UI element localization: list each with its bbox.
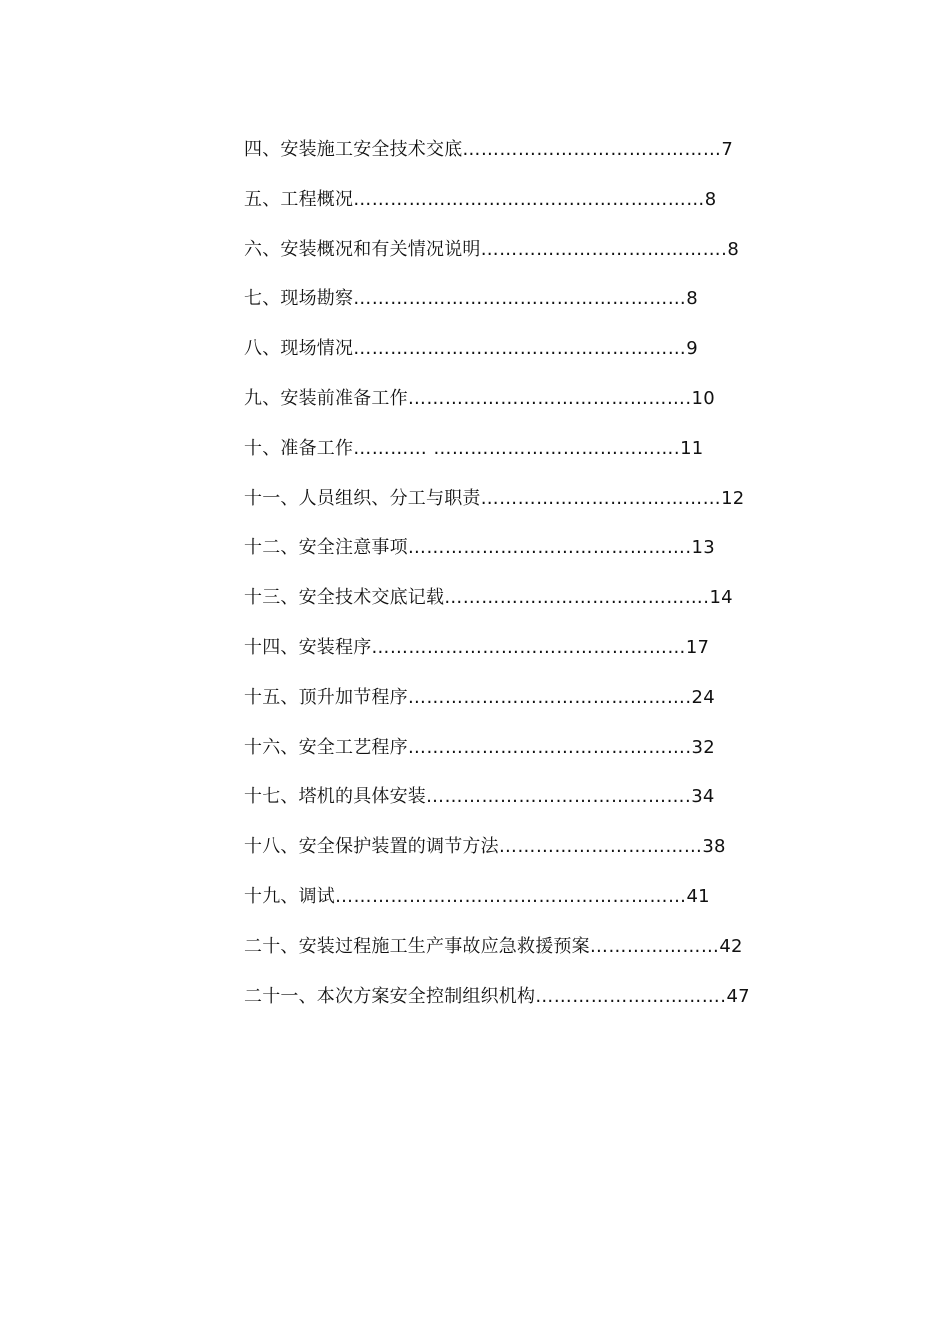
toc-entry-page: 12 bbox=[721, 487, 745, 509]
toc-entry-leader: ……………………………………………… bbox=[353, 338, 687, 360]
toc-entry-page: 9 bbox=[686, 338, 698, 360]
toc-entry-page: 11 bbox=[680, 437, 704, 459]
toc-entry-leader: ………………………………………. bbox=[407, 387, 692, 409]
toc-entry-title: 二十、安装过程施工生产事故应急救援预案 bbox=[244, 935, 590, 957]
toc-entry-leader: ………………… bbox=[589, 935, 720, 957]
toc-entry-page: 7 bbox=[721, 139, 734, 160]
toc-entry-page: 8 bbox=[704, 188, 717, 210]
toc-entry-title: 十四、安装程序 bbox=[244, 636, 372, 658]
toc-entry-page: 10 bbox=[691, 387, 715, 409]
toc-entry-title: 十一、人员组织、分工与职责 bbox=[244, 487, 481, 509]
toc-entry bbox=[244, 336, 764, 386]
toc-entry bbox=[244, 237, 764, 287]
toc-entry bbox=[244, 286, 764, 336]
toc-entry bbox=[244, 635, 764, 685]
toc-entry-leader: ………… …………………………………. bbox=[353, 437, 681, 459]
toc-entry-title: 八、现场情况 bbox=[244, 338, 354, 360]
toc-entry-title: 五、工程概况 bbox=[244, 188, 354, 210]
toc-entry-page: 47 bbox=[726, 985, 750, 1007]
toc-entry bbox=[244, 137, 764, 187]
toc-entry-page: 41 bbox=[686, 885, 710, 907]
toc-entry-leader: …………………………………. bbox=[480, 238, 728, 260]
toc-entry-leader: ……………………………………………… bbox=[353, 288, 687, 310]
toc-entry-page: 13 bbox=[691, 537, 715, 559]
toc-entry-title: 十七、塔机的具体安装 bbox=[244, 786, 426, 808]
toc-entry bbox=[244, 735, 764, 785]
toc-entry bbox=[244, 386, 764, 436]
toc-entry-leader: …………………………. bbox=[535, 985, 727, 1007]
toc-entry bbox=[244, 535, 764, 585]
toc-entry bbox=[244, 984, 764, 1034]
toc-entry bbox=[244, 436, 764, 486]
table-of-contents bbox=[244, 137, 764, 1033]
toc-entry bbox=[244, 685, 764, 735]
toc-entry-leader: …………………………………………… bbox=[371, 636, 686, 658]
toc-entry-page: 24 bbox=[691, 686, 715, 708]
toc-entry-page: 42 bbox=[719, 935, 743, 957]
toc-entry bbox=[244, 486, 764, 536]
toc-entry-title: 十五、顶升加节程序 bbox=[244, 686, 408, 708]
toc-entry-leader: ………………………………………. bbox=[407, 537, 692, 559]
toc-entry-leader: ………………………………………. bbox=[407, 686, 692, 708]
toc-entry bbox=[244, 585, 764, 635]
toc-entry bbox=[244, 884, 764, 934]
toc-entry-title: 十八、安全保护装置的调节方法 bbox=[244, 836, 499, 858]
toc-entry-page: 14 bbox=[709, 587, 733, 609]
toc-entry-leader: …………………………………… bbox=[462, 139, 722, 160]
toc-entry-page: 38 bbox=[702, 836, 726, 858]
toc-entry-page: 32 bbox=[691, 736, 715, 758]
toc-entry bbox=[244, 187, 764, 237]
toc-entry-title: 九、安装前准备工作 bbox=[244, 387, 408, 409]
toc-entry-page: 8 bbox=[727, 238, 739, 260]
toc-entry-leader: ………………………………………. bbox=[407, 736, 692, 758]
toc-entry-leader: ………………………………………………… bbox=[353, 188, 705, 210]
toc-entry-title: 二十一、本次方案安全控制组织机构 bbox=[244, 985, 536, 1007]
toc-entry-leader: ……………………………………. bbox=[444, 587, 710, 609]
toc-entry-page: 17 bbox=[685, 636, 710, 658]
toc-entry-title: 七、现场勘察 bbox=[244, 288, 354, 310]
toc-entry-page: 34 bbox=[691, 786, 715, 808]
toc-entry-leader: ………………………………………………… bbox=[335, 885, 687, 907]
toc-entry-title: 十六、安全工艺程序 bbox=[244, 736, 408, 758]
toc-entry bbox=[244, 784, 764, 834]
toc-entry-leader: ………………………………… bbox=[480, 487, 722, 509]
toc-entry-title: 十、准备工作 bbox=[244, 437, 354, 459]
toc-entry-title: 六、安装概况和有关情况说明 bbox=[244, 238, 481, 260]
toc-entry-leader: …………………………… bbox=[498, 836, 703, 858]
toc-entry-page: 8 bbox=[686, 288, 698, 310]
toc-entry bbox=[244, 834, 764, 884]
toc-entry-leader: ……………………………………. bbox=[426, 786, 692, 808]
toc-entry bbox=[244, 934, 764, 984]
toc-entry-title: 十三、安全技术交底记载 bbox=[244, 587, 445, 609]
toc-entry-title: 十二、安全注意事项 bbox=[244, 537, 408, 559]
toc-entry-title: 四、安装施工安全技术交底 bbox=[244, 139, 463, 160]
toc-entry-title: 十九、调试 bbox=[244, 885, 335, 907]
